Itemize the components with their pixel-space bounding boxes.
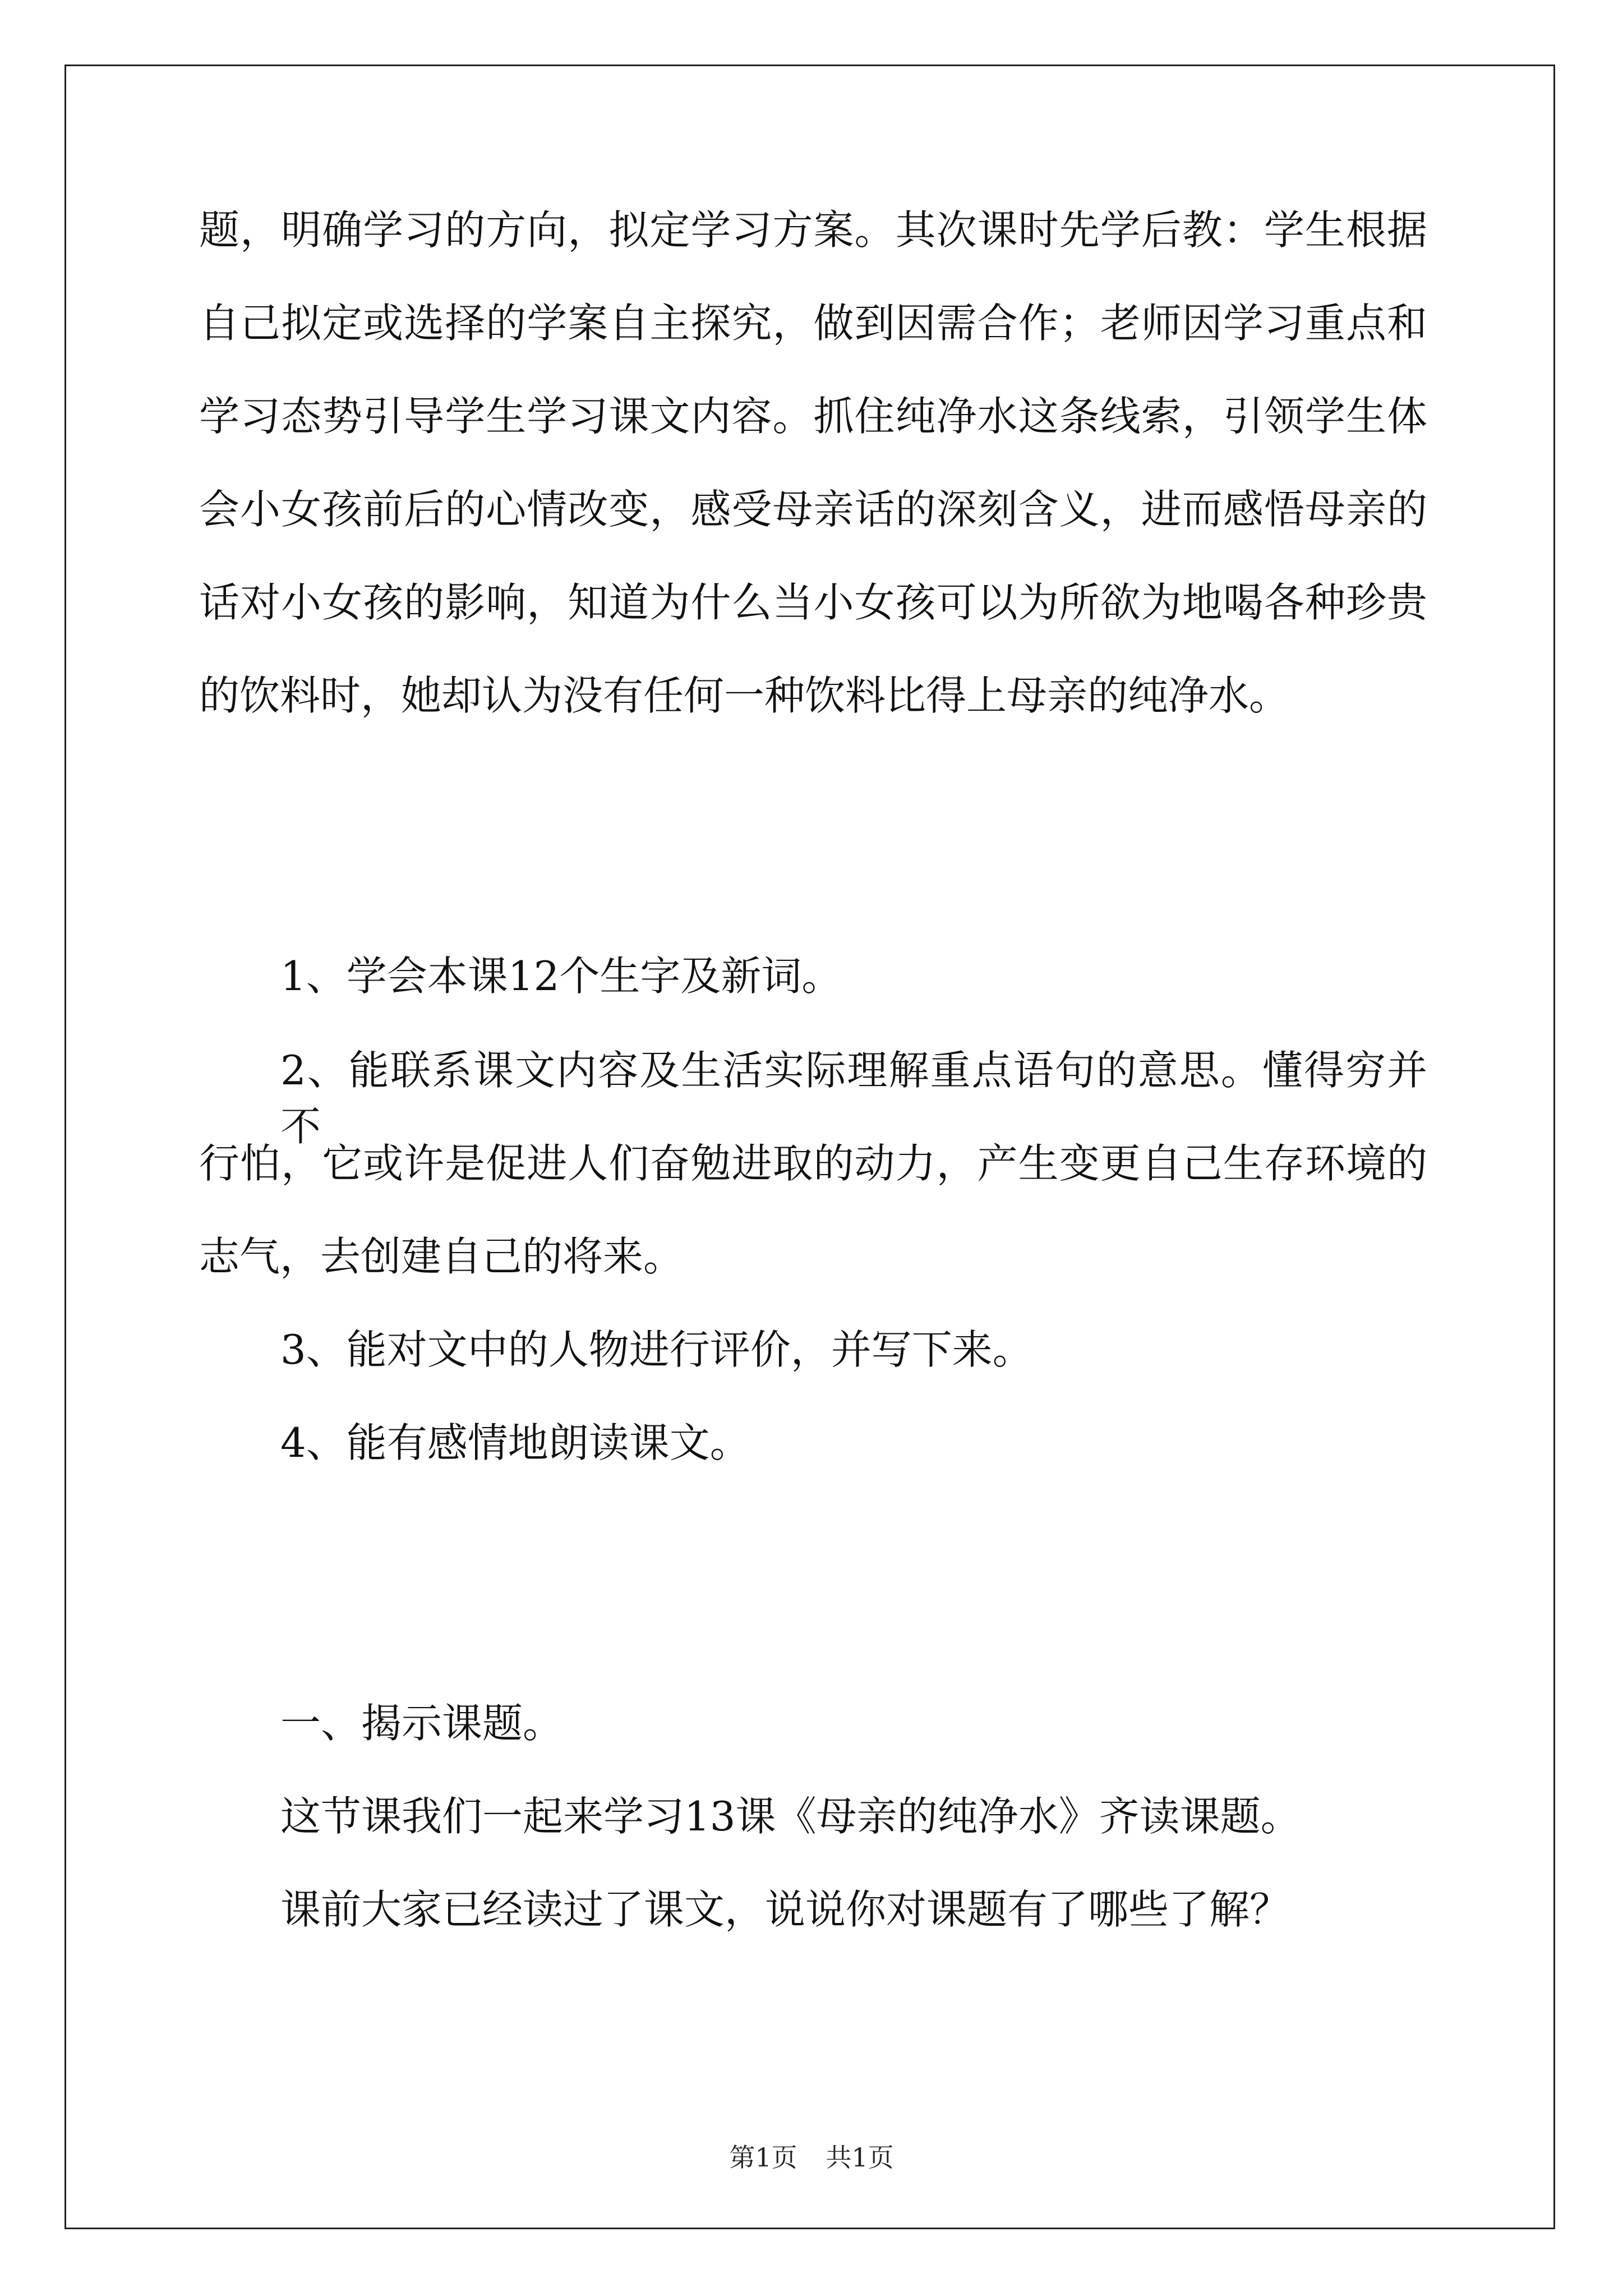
objective-3: 3、能对文中的人物进行评价，并写下来。 bbox=[280, 1326, 1033, 1373]
section-heading: 一、揭示课题。 bbox=[280, 1700, 564, 1747]
intro-line-5: 话对小女孩的影响，知道为什么当小女孩可以为所欲为地喝各种珍贵 bbox=[199, 579, 1427, 626]
objective-1: 1、学会本课12个生字及新词。 bbox=[280, 953, 842, 1000]
intro-line-2: 自己拟定或选择的学案自主探究，做到因需合作；老师因学习重点和 bbox=[199, 300, 1427, 347]
objective-2-line-1: 2、能联系课文内容及生活实际理解重点语句的意思。懂得穷并不 bbox=[280, 1047, 1427, 1150]
page-footer bbox=[0, 2141, 1623, 2174]
objective-2-line-2: 行怕，它或许是促进人们奋勉进取的动力，产生变更自己生存环境的 bbox=[199, 1140, 1427, 1187]
page-total: 共1页 bbox=[826, 2142, 894, 2173]
intro-line-4: 会小女孩前后的心情改变，感受母亲话的深刻含义，进而感悟母亲的 bbox=[199, 486, 1427, 533]
section-line-1: 这节课我们一起来学习13课《母亲的纯净水》齐读课题。 bbox=[280, 1793, 1301, 1840]
page-number: 第1页 bbox=[729, 2142, 797, 2173]
section-line-2: 课前大家已经读过了课文，说说你对课题有了哪些了解？ bbox=[280, 1886, 1290, 1933]
intro-line-3: 学习态势引导学生学习课文内容。抓住纯净水这条线索，引领学生体 bbox=[199, 393, 1427, 440]
objective-2-line-3: 志气，去创建自己的将来。 bbox=[199, 1233, 684, 1280]
intro-line-6: 的饮料时，她却认为没有任何一种饮料比得上母亲的纯净水。 bbox=[199, 672, 1290, 719]
objective-4: 4、能有感情地朗读课文。 bbox=[280, 1419, 750, 1466]
intro-line-1: 题，明确学习的方向，拟定学习方案。其次课时先学后教：学生根据 bbox=[199, 206, 1427, 254]
